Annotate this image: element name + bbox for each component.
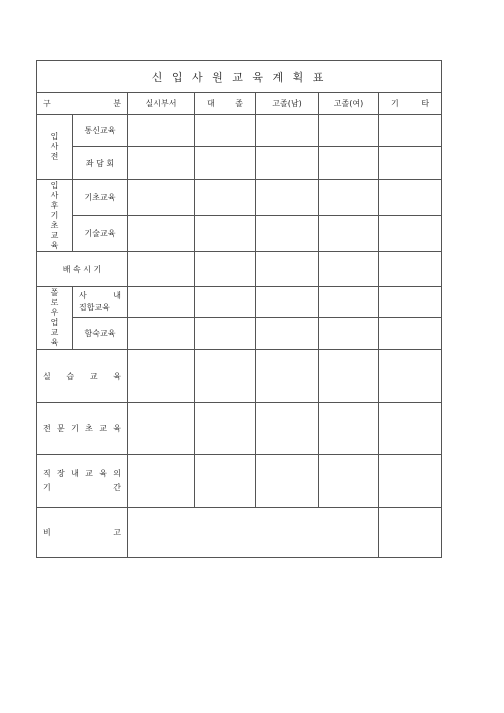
cell[interactable] bbox=[379, 216, 442, 252]
row-label-specialized: 전 문 기 초 교 육 bbox=[37, 403, 128, 455]
cell[interactable] bbox=[319, 252, 379, 287]
cell[interactable] bbox=[256, 403, 319, 455]
cell[interactable] bbox=[256, 287, 319, 318]
group-pre-entry: 입사전 bbox=[37, 115, 73, 180]
header-highschool-male: 고졸(남) bbox=[256, 93, 319, 115]
cell[interactable] bbox=[379, 252, 442, 287]
cell[interactable] bbox=[379, 318, 442, 350]
cell[interactable] bbox=[128, 115, 195, 147]
cell[interactable] bbox=[319, 216, 379, 252]
cell[interactable] bbox=[256, 455, 319, 508]
cell[interactable] bbox=[379, 115, 442, 147]
cell[interactable] bbox=[256, 180, 319, 216]
cell[interactable] bbox=[195, 287, 256, 318]
cell[interactable] bbox=[128, 318, 195, 350]
cell[interactable] bbox=[256, 350, 319, 403]
cell[interactable] bbox=[256, 147, 319, 180]
cell[interactable] bbox=[195, 318, 256, 350]
cell[interactable] bbox=[319, 350, 379, 403]
cell[interactable] bbox=[256, 216, 319, 252]
header-department: 실시부서 bbox=[128, 93, 195, 115]
cell[interactable] bbox=[128, 180, 195, 216]
row-label-basic: 기초교육 bbox=[73, 180, 128, 216]
training-plan-table bbox=[36, 60, 442, 558]
header-college: 대 졸 bbox=[195, 93, 256, 115]
cell[interactable] bbox=[319, 180, 379, 216]
cell[interactable] bbox=[128, 455, 195, 508]
row-label-remarks: 비 고 bbox=[37, 508, 128, 558]
cell[interactable] bbox=[379, 403, 442, 455]
cell[interactable] bbox=[128, 287, 195, 318]
cell[interactable] bbox=[319, 287, 379, 318]
cell[interactable] bbox=[379, 455, 442, 508]
cell[interactable] bbox=[319, 455, 379, 508]
row-label-technical: 기술교육 bbox=[73, 216, 128, 252]
header-other: 기 타 bbox=[379, 93, 442, 115]
cell[interactable] bbox=[195, 216, 256, 252]
cell[interactable] bbox=[195, 115, 256, 147]
cell[interactable] bbox=[319, 318, 379, 350]
row-label-communication: 통신교육 bbox=[73, 115, 128, 147]
row-label-correspondence: 함숙교육 bbox=[73, 318, 128, 350]
cell[interactable] bbox=[379, 180, 442, 216]
cell[interactable] bbox=[128, 252, 195, 287]
cell[interactable] bbox=[195, 252, 256, 287]
cell[interactable] bbox=[195, 350, 256, 403]
cell[interactable] bbox=[195, 147, 256, 180]
cell[interactable] bbox=[256, 252, 319, 287]
page-title: 신 입 사 원 교 육 계 획 표 bbox=[37, 61, 442, 93]
header-category: 구 분 bbox=[37, 93, 128, 115]
row-label-assignment: 배 속 시 기 bbox=[37, 252, 128, 287]
row-label-practical: 실 습 교 육 bbox=[37, 350, 128, 403]
cell[interactable] bbox=[128, 350, 195, 403]
group-follow-up: 폴로우업교육 bbox=[37, 287, 73, 350]
cell[interactable] bbox=[379, 147, 442, 180]
cell[interactable] bbox=[319, 403, 379, 455]
cell[interactable] bbox=[195, 455, 256, 508]
cell[interactable] bbox=[256, 115, 319, 147]
cell[interactable] bbox=[379, 508, 442, 558]
cell[interactable] bbox=[379, 287, 442, 318]
row-label-workplace: 직 장 내 교 육 의 기 간 bbox=[37, 455, 128, 508]
cell[interactable] bbox=[128, 216, 195, 252]
cell[interactable] bbox=[128, 147, 195, 180]
row-label-roundtable: 좌 담 회 bbox=[73, 147, 128, 180]
cell[interactable] bbox=[195, 403, 256, 455]
cell[interactable] bbox=[256, 318, 319, 350]
cell[interactable] bbox=[195, 180, 256, 216]
header-highschool-female: 고졸(여) bbox=[319, 93, 379, 115]
group-post-entry: 입사후기초교육 bbox=[37, 180, 73, 252]
cell[interactable] bbox=[379, 350, 442, 403]
row-label-group-training: 사 내 집합교육 bbox=[73, 287, 128, 318]
cell[interactable] bbox=[319, 115, 379, 147]
cell[interactable] bbox=[319, 147, 379, 180]
cell[interactable] bbox=[128, 403, 195, 455]
remarks-cell[interactable] bbox=[128, 508, 379, 558]
header-row bbox=[37, 93, 442, 115]
